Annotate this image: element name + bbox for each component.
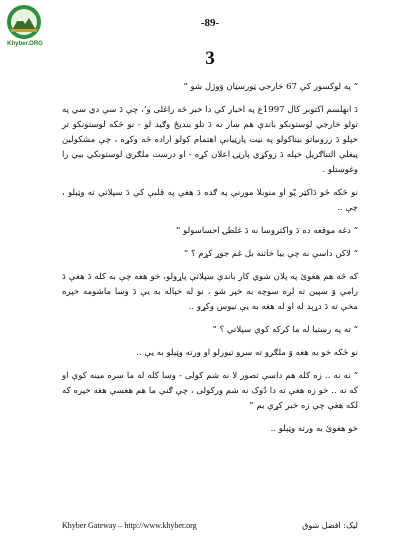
chapter-number: 3 [205, 48, 215, 69]
paragraph: “ ته په رښتیا له ما کرکه کوې سپلاتې ؟ ” [212, 325, 358, 335]
paragraph: نو څکه خو به هغه وَ ملګرو ته سرو تیورلو او ورته وټېلو به یې .. [136, 348, 358, 358]
paragraph: نو څکه څو دَاکټر پّو او منوبلا مورنې په ګده دَ هغې په قلبې کې دَ سپلاتې ته وټېلو ، چې .. [62, 188, 358, 213]
document-body [62, 80, 358, 445]
logo-text: Khyber.ORG [7, 41, 43, 47]
page-number: -89- [200, 17, 220, 29]
paragraph: “ په لوکسور کې 67 خارجي ټورسټان وَوژل شو ” [183, 82, 358, 92]
paragraph: خو هغوئ به ورته وټېلو .. [270, 424, 358, 434]
paragraph: “ نه نه .. زه کله هم داسې تصور لا نه شم کولی - وسا کله له ما سره مینه کوې او که نه .. خو زه هغې ته دا دُوک نه شم ورکولی ، چې ګنې ما هم هغسې هغه خپره که لکه هغې چې زه خبر کړې یم ” [62, 371, 358, 411]
page-footer [62, 521, 358, 533]
footer-author: لیک: افضل شوق [302, 521, 358, 530]
paragraph: “ لاکن داسې نه چې بیا خاتنه بل غم جوړ کړم ؟ ” [183, 249, 358, 259]
paragraph: که څه هم هغوئ په پلان شوي کار باندې سپلاتې پاړولو، خو هغه چې به کله دَ هغې دَ رامې وَ سپین ته لږه سوچه به خپر شو ، نو له خپاله به یې دَ وسا ماشومه خپره مخې ته دَ دړېد له او له هغه به یې تیوس وکړو .. [62, 272, 358, 312]
footer-source-link[interactable]: Khyber Gateway – http://www.khyber.org [62, 521, 197, 530]
paragraph: دَ انهلسم اکتوبر کال 1997ع په اخبار کې دا خبر څه راغلی و‘، چې دَ سې دي سي په تولو خارجي لوستونکو باندې هم ښار نه دَ تلو بندیځ وګید لو - نو څکه لوستونکو تر خپلو دَ زرونیاتو بیناکولو په نیت پارټیانې اهتمام کولو اراده څه وکړه ، چې مشکولین پیغلې التناګریل خپله دَ زوکړي پارټۍ اعلان کړه - او درست ملګري لوستونکي بېي را وغوښتلو . [62, 105, 358, 175]
paragraph: “ دغه موقعه ده دَ واکتروسا نه دَ غلطۍ احساسولو ” [176, 226, 358, 236]
